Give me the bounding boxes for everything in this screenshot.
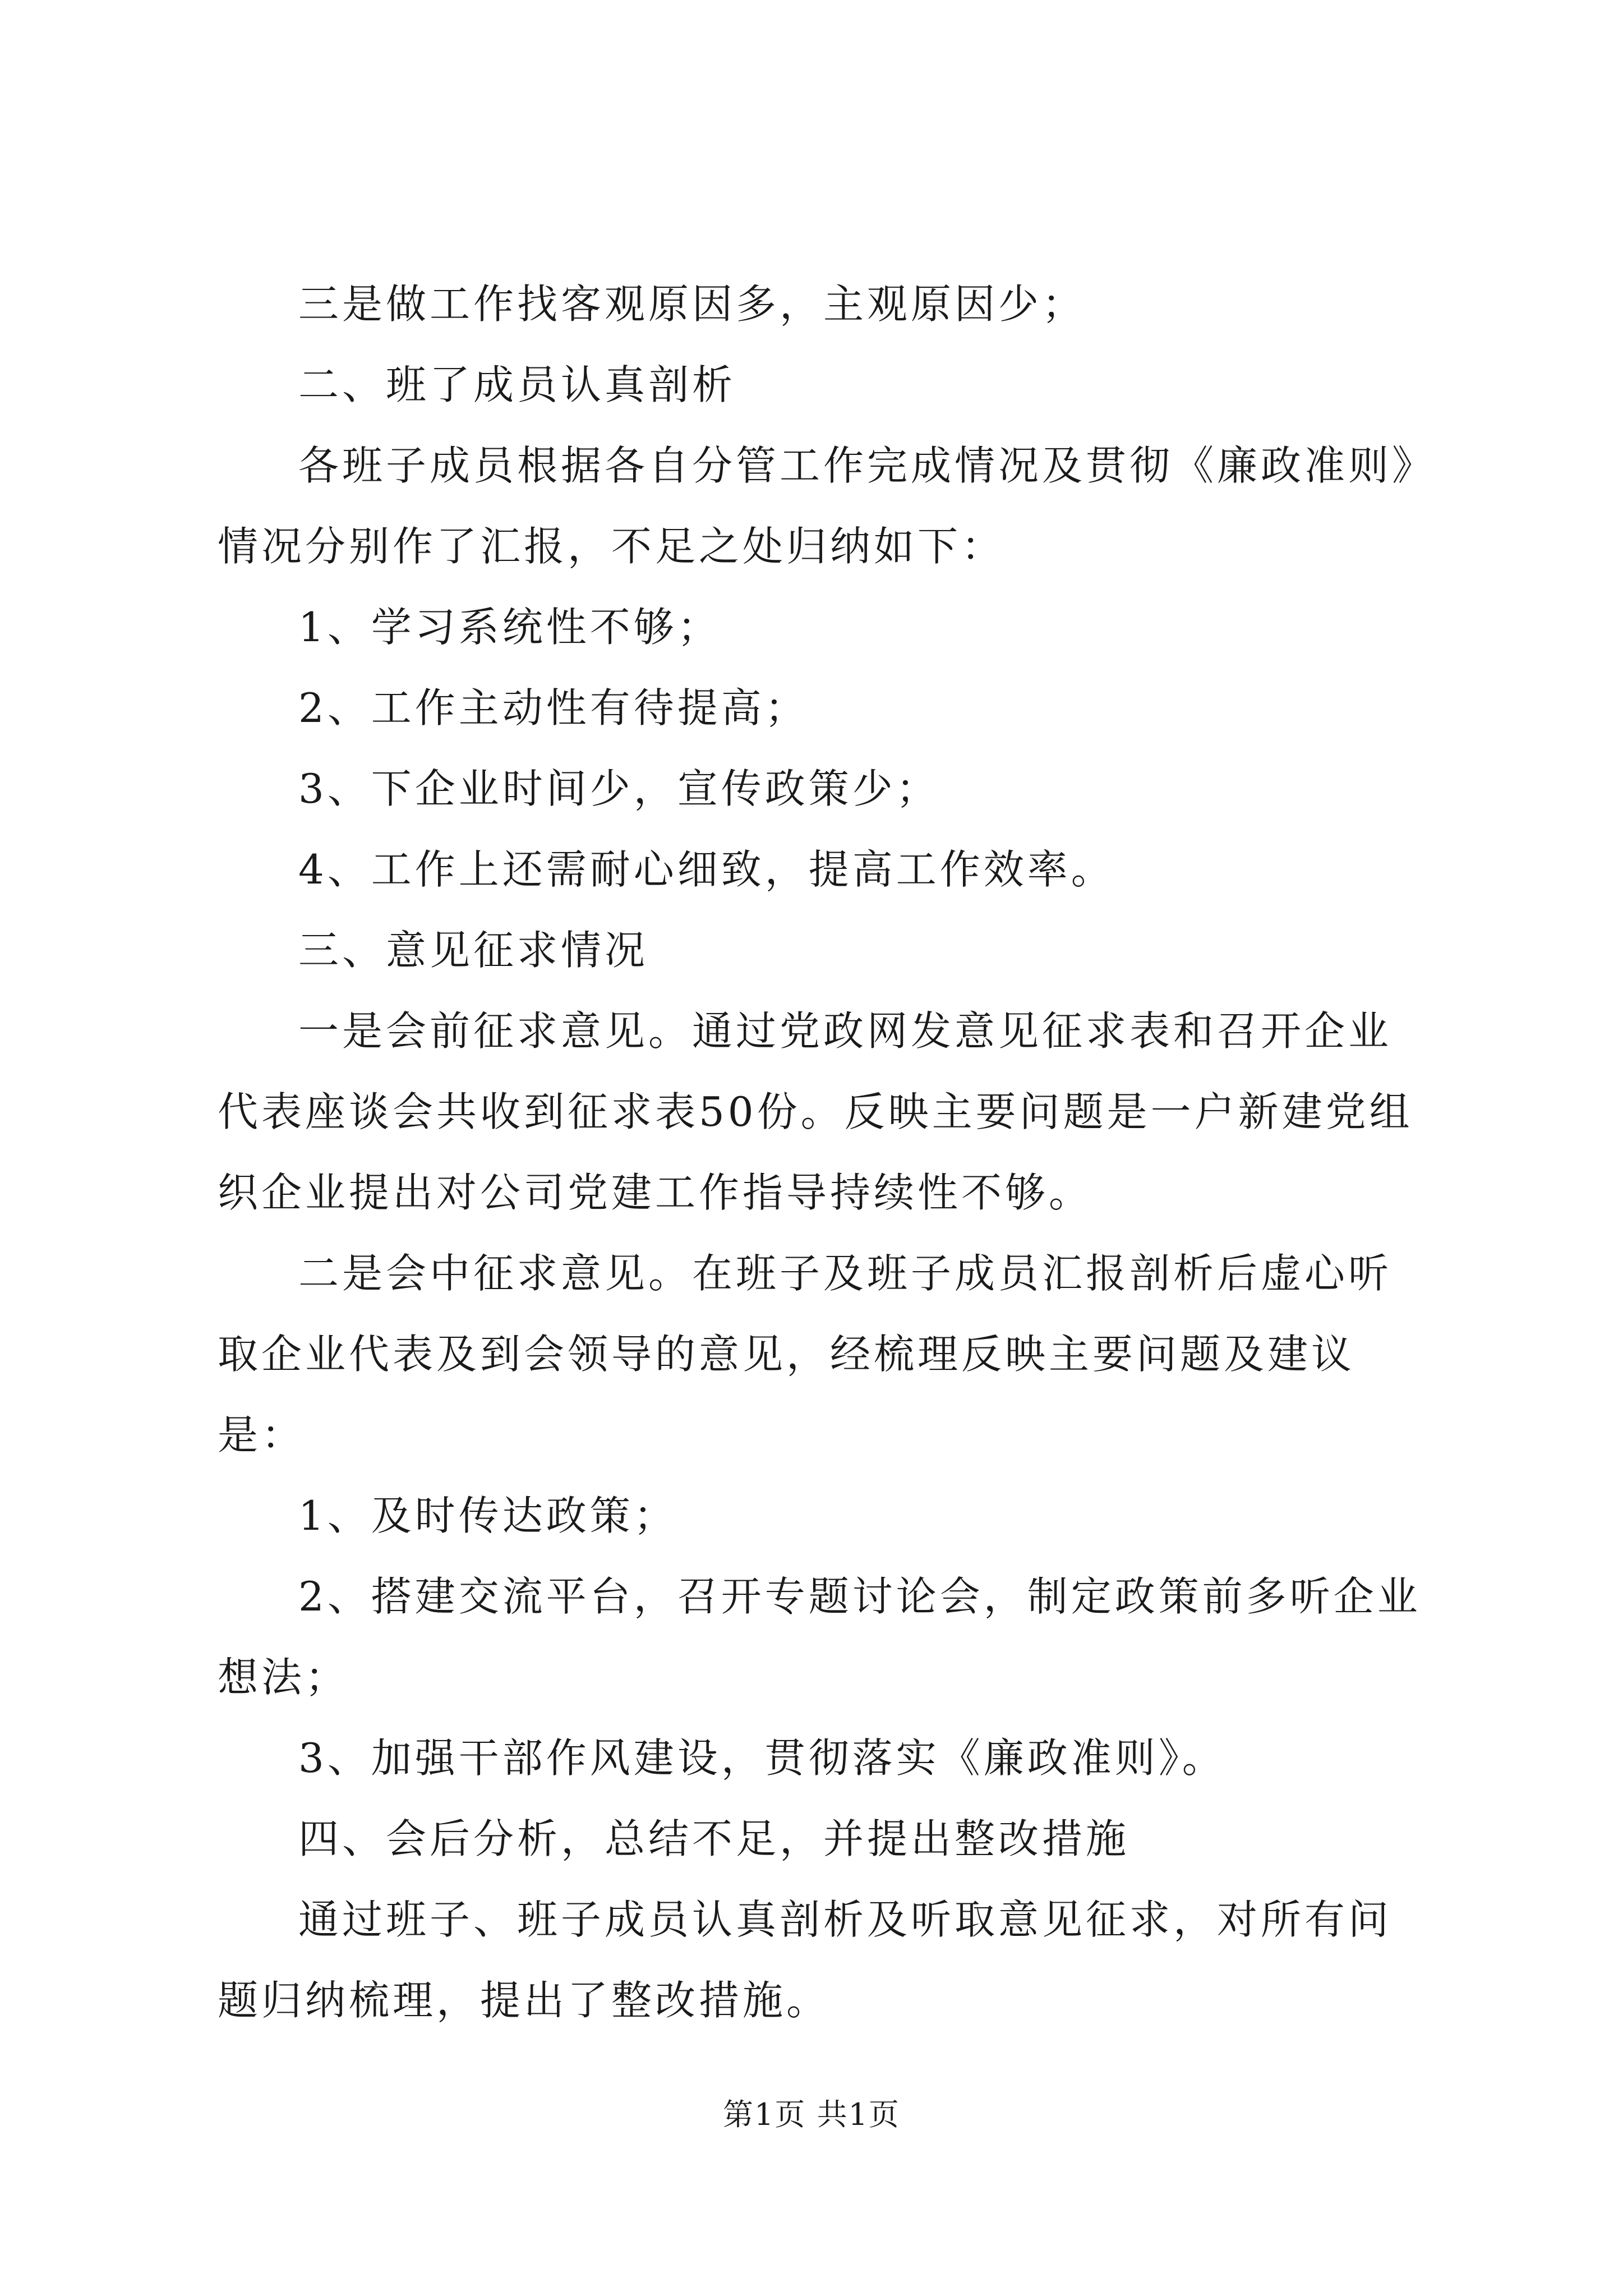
document-body: [218, 264, 1429, 2041]
list-item: 1、及时传达政策；: [298, 1492, 677, 1539]
paragraph: 三是做工作找客观原因多，主观原因少；: [298, 280, 1086, 328]
paragraph: 二是会中征求意见。在班子及班子成员汇报剖析后虚心听取企业代表及到会领导的意见，经梳理反映主要问题及建议是：: [218, 1250, 1393, 1458]
paragraph: 通过班子、班子成员认真剖析及听取意见征求，对所有问题归纳梳理，提出了整改措施。: [218, 1896, 1393, 2024]
section-heading: 三、意见征求情况: [298, 927, 649, 974]
list-item: 3、下企业时间少，宣传政策少；: [298, 765, 940, 812]
list-item: 4、工作上还需耐心细致，提高工作效率。: [298, 846, 1115, 893]
page-footer: [0, 2095, 1623, 2134]
list-item: 3、加强干部作风建设，贯彻落实《廉政准则》。: [298, 1734, 1226, 1782]
list-item: 1、学习系统性不够；: [298, 604, 721, 651]
section-heading: 二、班了成员认真剖析: [298, 361, 736, 408]
page-number-label: 第1页 共1页: [723, 2097, 900, 2132]
section-heading: 四、会后分析，总结不足，并提出整改措施: [298, 1815, 1130, 1862]
paragraph: 各班子成员根据各自分管工作完成情况及贯彻《廉政准则》情况分别作了汇报，不足之处归纳如下：: [218, 442, 1416, 570]
paragraph: 一是会前征求意见。通过党政网发意见征求表和召开企业代表座谈会共收到征求表50份。反映主要问题是一户新建党组织企业提出对公司党建工作指导持续性不够。: [218, 1007, 1413, 1216]
list-item: 2、工作主动性有待提高；: [298, 684, 809, 731]
list-item: 2、搭建交流平台，召开专题讨论会，制定政策前多听企业想法；: [218, 1573, 1421, 1701]
